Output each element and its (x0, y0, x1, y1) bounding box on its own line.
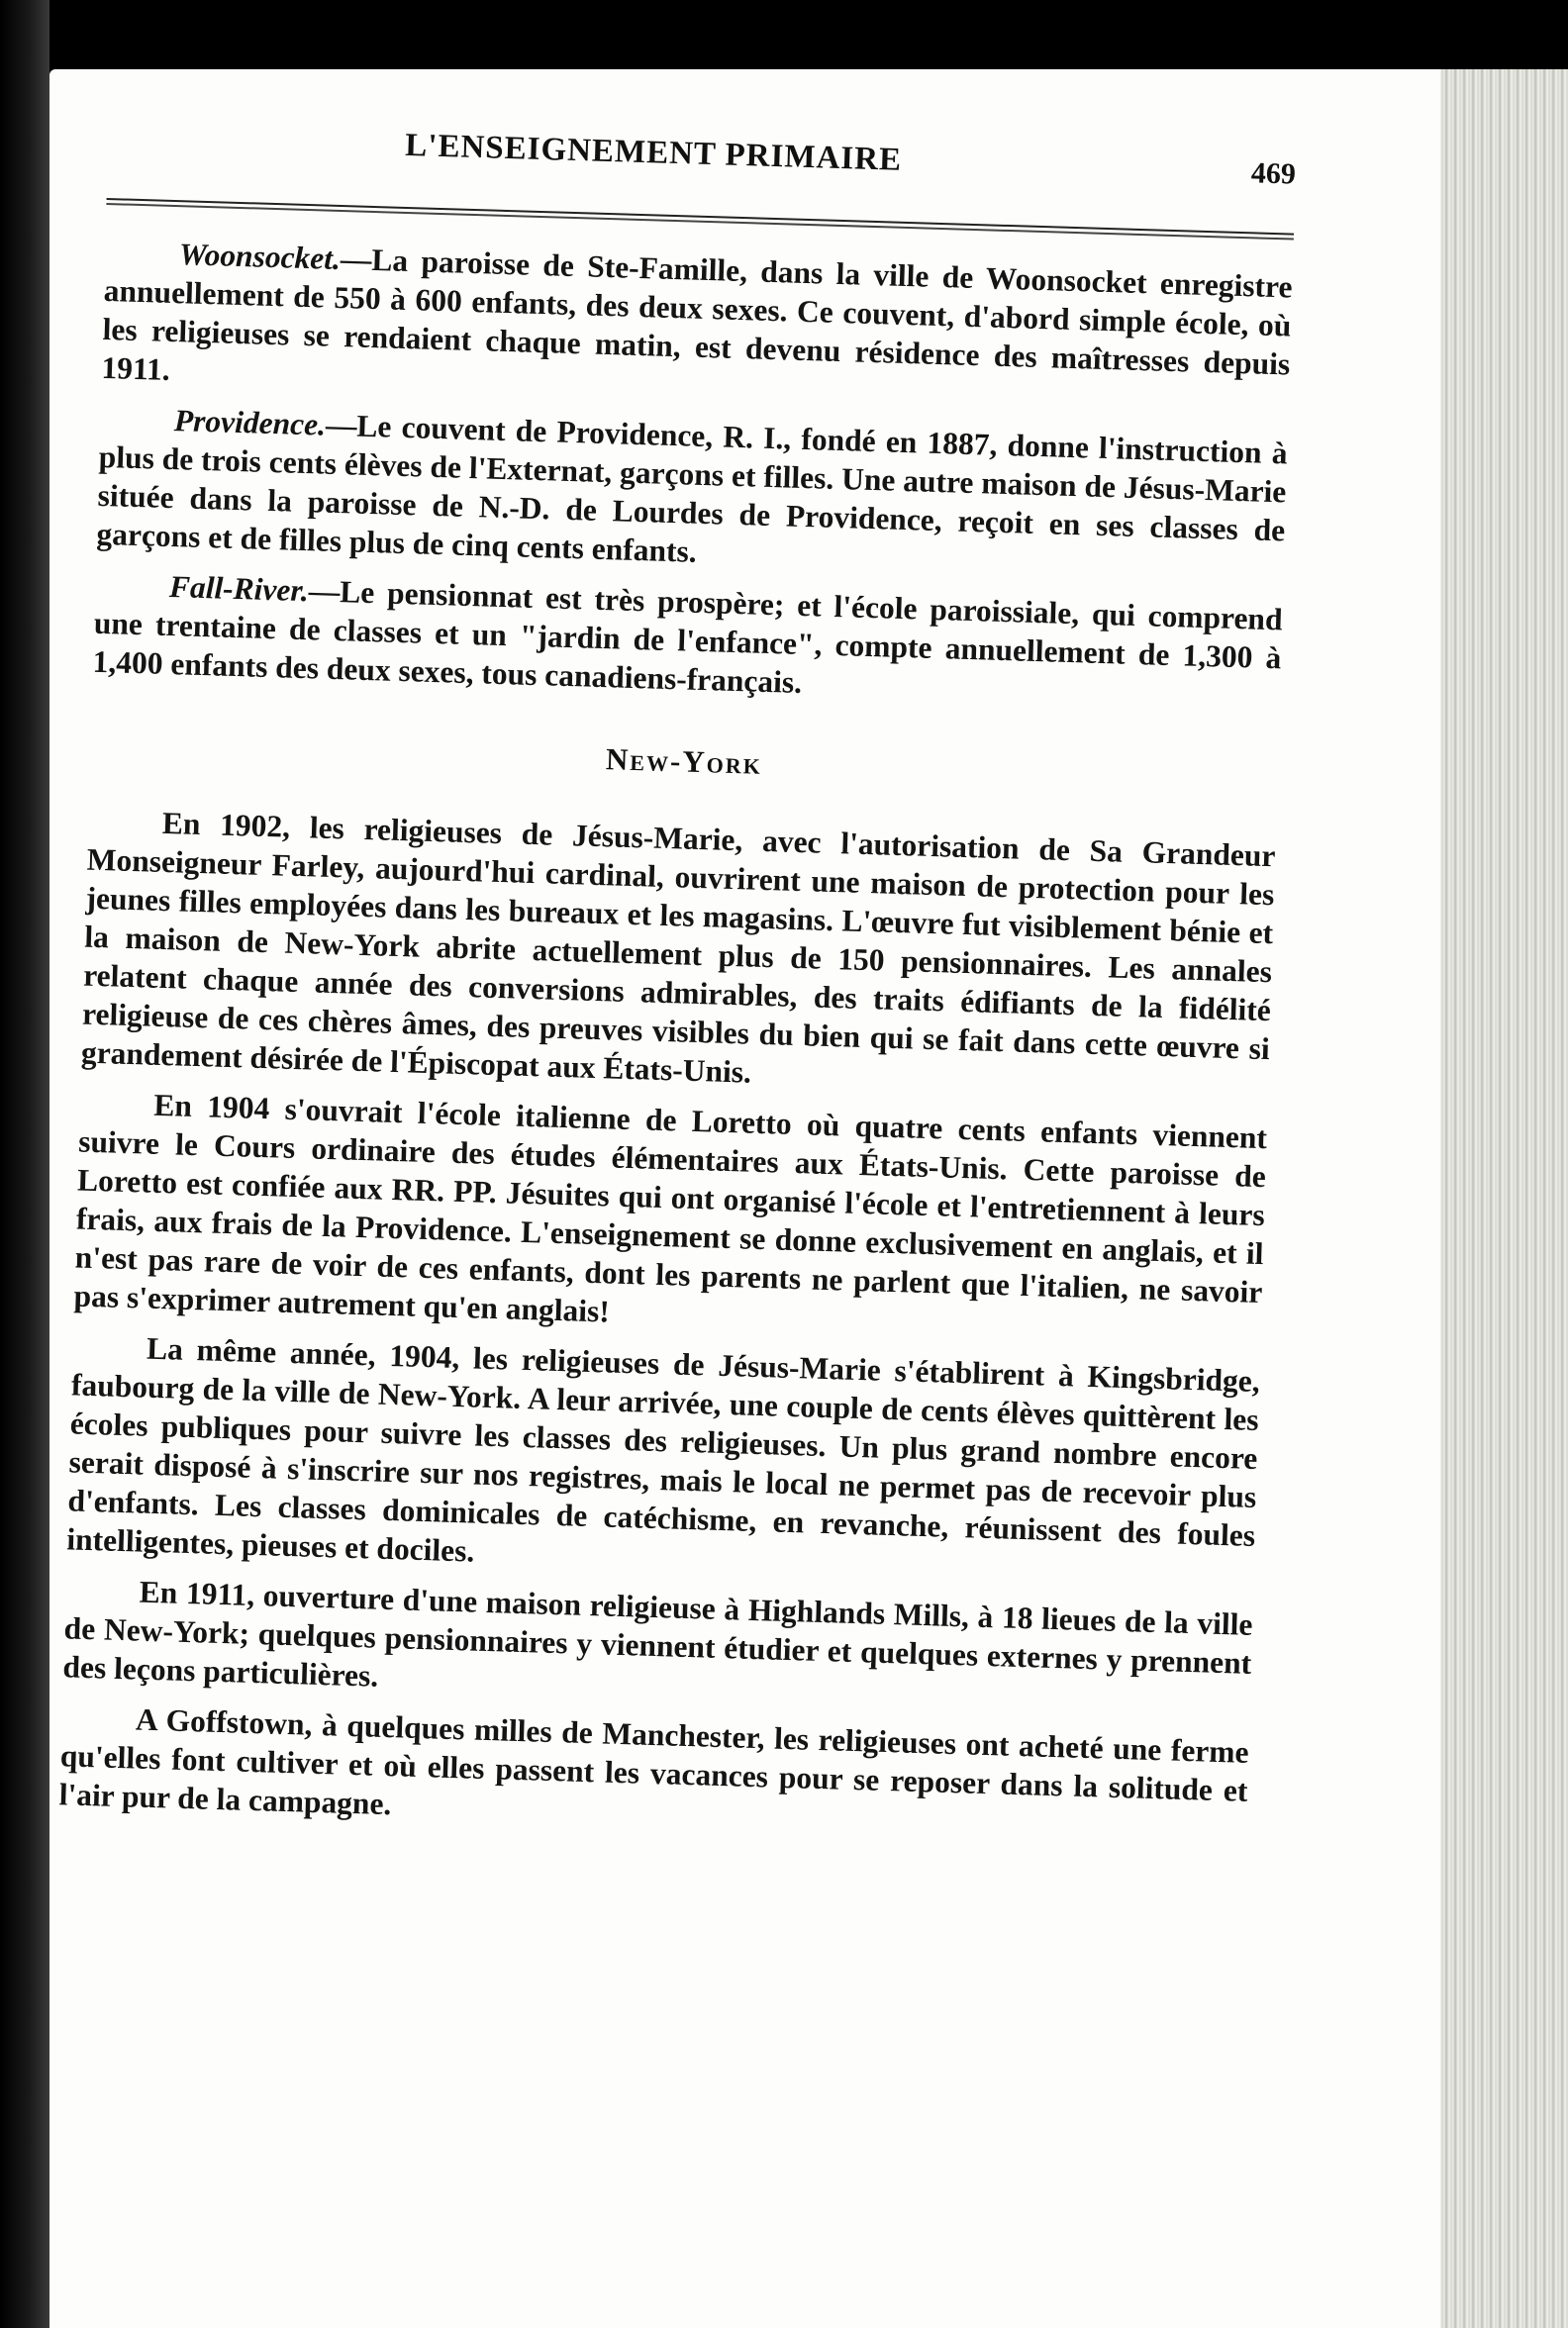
paragraph-lead: Providence. (173, 403, 327, 442)
paragraph-lead: Fall-River. (168, 569, 310, 609)
paragraph: En 1904 s'ouvrait l'école italienne de Loretto où quatre cents enfants viennent suivre le Cours ordinaire des études élémentaires aux États-Unis. Cette paroisse de Loretto est confiée aux RR. PP. Jésuites qui ont organisé l'école et l'entretiennent à leurs frais, aux frais de la Providence. L'enseignement se donne exclusivement en anglais, et il n'est pas rare de voir de ces enfants, dont les parents ne parlent que l'italien, ne savoir pas s'exprimer autrement qu'en anglais! (73, 1087, 1268, 1329)
page-edge-stack (1440, 69, 1568, 2328)
page-number: 469 (1250, 156, 1297, 191)
book-gutter-shadow (0, 0, 49, 2328)
running-title: L'ENSEIGNEMENT PRIMAIRE (404, 127, 903, 178)
paragraph: En 1902, les religieuses de Jésus-Marie, avec l'autorisation de Sa Grandeur Monseigneur Farley, aujourd'hui cardinal, ouvrirent une maison de protection pour les jeunes filles employées dans les bureaux et les magasins. L'œuvre fut visiblement bénie et la maison de New-York abrite actuellement plus de 150 pensionnaires. Les annales relatent chaque année des conversions admirables, des traits édifiants de la fidélité religieuse de ces chères âmes, des preuves visibles du bien qui se fait dans cette œuvre si grandement désirée de l'Épiscopat aux États-Unis. (80, 805, 1276, 1090)
paragraph-text: —Le pensionnat est très prospère; et l'école paroissiale, qui comprend une trentaine de classes et un "jardin de l'enfance", compte annuellement de 1,300 à 1,400 enfants des deux sexes, tous canadiens-français. (92, 573, 1284, 701)
paragraph: A Goffstown, à quelques milles de Manchester, les religieuses ont acheté une ferme qu'elles font cultiver et où elles passent les vacances pour se reposer dans la solitude et l'air pur de la campagne. (58, 1701, 1250, 1822)
page-content (58, 119, 1297, 1861)
paragraph: La même année, 1904, les religieuses de Jésus-Marie s'établirent à Kingsbridge, faubourg de la ville de New-York. A leur arrivée, une couple de cents élèves quittèrent les écoles publiques pour suivre les classes des religieuses. Un plus grand nombre encore serait disposé à s'inscrire sur nos registres, mais le local ne permet pas de recevoir plus d'enfants. Les classes dominicales de catéchisme, en revanche, réunissent des foules intelligentes, pieuses et dociles. (65, 1330, 1261, 1569)
paragraph-woonsocket (101, 233, 1293, 423)
paragraph-fall-river (92, 565, 1283, 717)
paragraph-text: —La paroisse de Ste-Famille, dans la ville de Woonsocket enregistre annuellement de 550 à 600 enfants, des deux sexes. Ce couvent, d'abord simple école, où les religieuses se rendaient chaque matin, est devenu résidence des maîtresses depuis 1911. (101, 242, 1294, 387)
paragraph-providence (96, 399, 1288, 589)
paragraph: En 1911, ouverture d'une maison religieuse à Highlands Mills, à 18 lieues de la ville de New-York; quelques pensionnaires y viennent étudier et quelques externes y prennent des leçons particulières. (62, 1574, 1253, 1694)
paragraph-text: —Le couvent de Providence, R. I., fondé en 1887, donne l'instruction à plus de trois cents élèves de l'Externat, garçons et filles. Une autre maison de Jésus-Marie située dans la paroisse de N.-D. de Lourdes de Providence, reçoit en ses classes de garçons et de filles plus de cinq cents enfants. (96, 407, 1289, 569)
section-heading: New-York (605, 741, 763, 781)
paragraph-lead: Woonsocket. (178, 237, 342, 276)
